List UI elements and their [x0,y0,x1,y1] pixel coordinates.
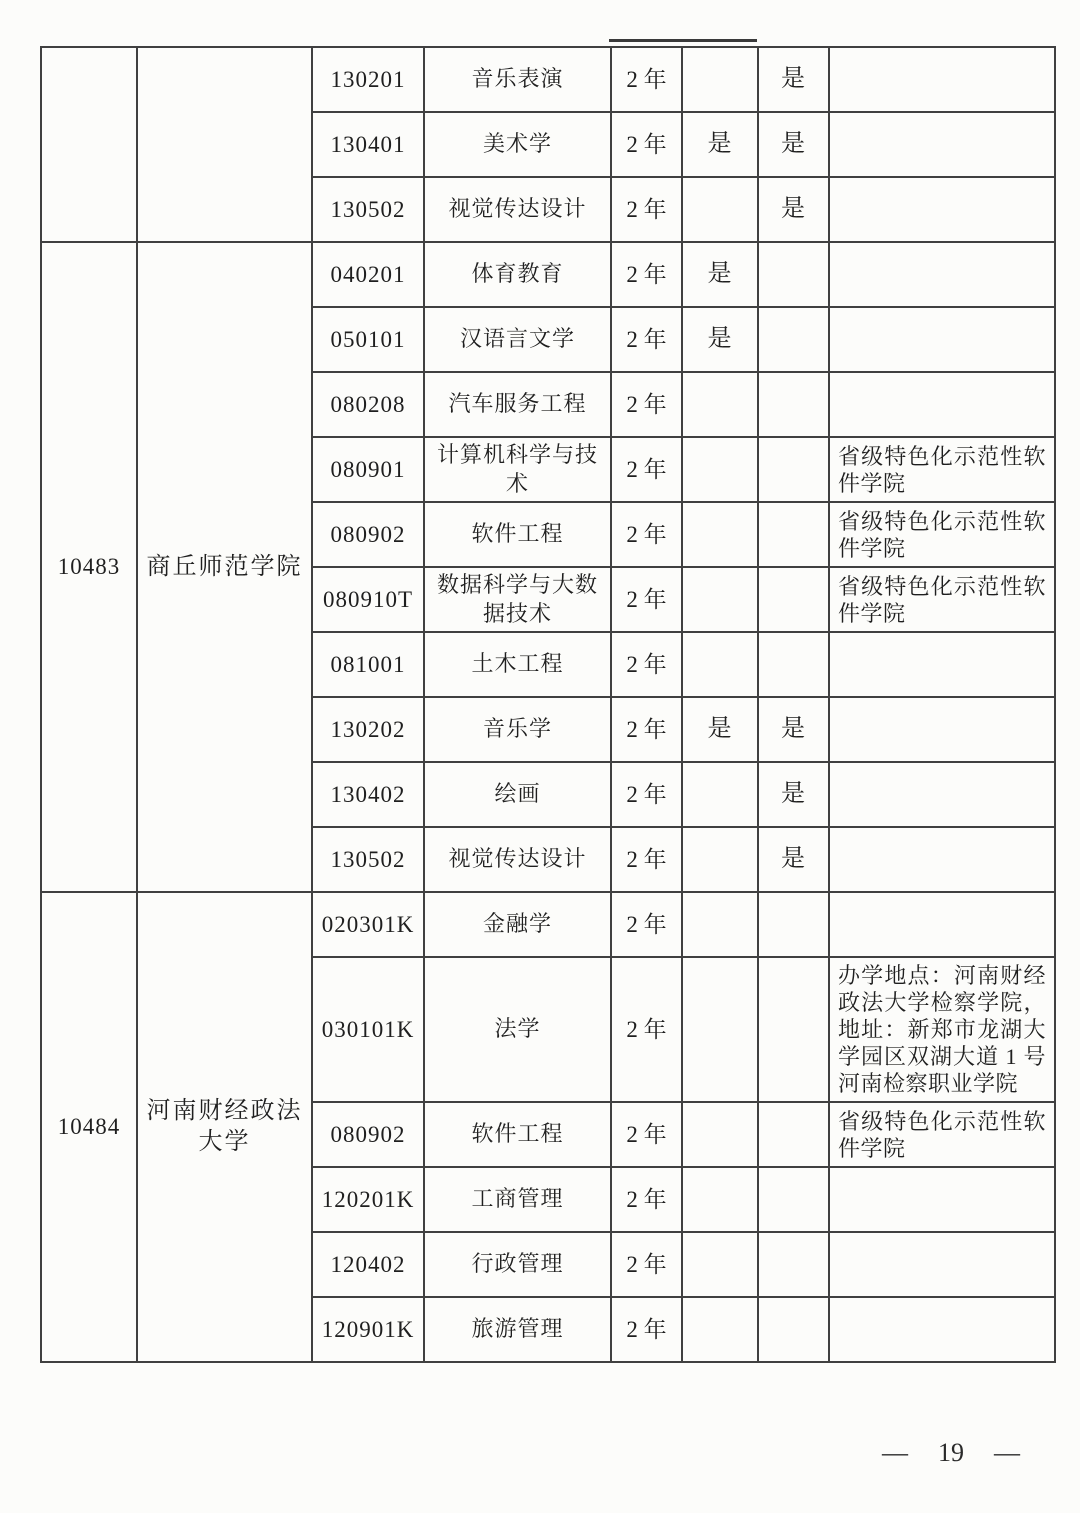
flag-column2-cell [758,957,829,1102]
remark-cell [829,1297,1055,1362]
remark-cell [829,1232,1055,1297]
remark-cell [829,1167,1055,1232]
major-name-cell: 视觉传达设计 [424,177,611,242]
major-code-cell: 020301K [312,892,424,957]
page-footer [882,1438,1020,1468]
major-name-cell: 计算机科学与技术 [424,437,611,502]
footer-right-dash: — [994,1438,1020,1467]
page-number: 19 [938,1438,964,1467]
flag-column2-cell [758,242,829,307]
flag-column2-cell: 是 [758,112,829,177]
remark-cell [829,892,1055,957]
flag-column1-cell [682,1232,758,1297]
duration-cell: 2 年 [611,567,682,632]
flag-column1-cell [682,1167,758,1232]
remark-cell: 省级特色化示范性软件学院 [829,502,1055,567]
major-name-cell: 工商管理 [424,1167,611,1232]
school-name-cell: 商丘师范学院 [137,242,312,892]
major-code-cell: 130502 [312,827,424,892]
flag-column1-cell: 是 [682,112,758,177]
flag-column1-cell [682,1102,758,1167]
flag-column2-cell [758,1167,829,1232]
major-name-cell: 汉语言文学 [424,307,611,372]
flag-column1-cell [682,437,758,502]
remark-cell: 省级特色化示范性软件学院 [829,1102,1055,1167]
duration-cell: 2 年 [611,502,682,567]
major-code-cell: 130402 [312,762,424,827]
flag-column2-cell: 是 [758,177,829,242]
duration-cell: 2 年 [611,632,682,697]
remark-cell [829,762,1055,827]
major-code-cell: 080910T [312,567,424,632]
duration-cell: 2 年 [611,697,682,762]
flag-column2-cell [758,892,829,957]
table-row [41,242,1055,307]
flag-column1-cell [682,502,758,567]
flag-column2-cell [758,437,829,502]
duration-cell: 2 年 [611,437,682,502]
flag-column1-cell: 是 [682,307,758,372]
duration-cell: 2 年 [611,1297,682,1362]
flag-column2-cell: 是 [758,762,829,827]
major-code-cell: 130401 [312,112,424,177]
school-code-cell: 10484 [41,892,137,1362]
remark-cell [829,112,1055,177]
previous-row-cut-line [609,39,757,42]
flag-column1-cell [682,567,758,632]
duration-cell: 2 年 [611,1102,682,1167]
duration-cell: 2 年 [611,892,682,957]
flag-column1-cell [682,632,758,697]
major-code-cell: 130201 [312,47,424,112]
major-name-cell: 音乐学 [424,697,611,762]
duration-cell: 2 年 [611,307,682,372]
major-code-cell: 120402 [312,1232,424,1297]
duration-cell: 2 年 [611,762,682,827]
major-code-cell: 030101K [312,957,424,1102]
flag-column2-cell [758,502,829,567]
major-name-cell: 软件工程 [424,502,611,567]
flag-column2-cell [758,372,829,437]
major-name-cell: 体育教育 [424,242,611,307]
flag-column1-cell [682,177,758,242]
major-name-cell: 软件工程 [424,1102,611,1167]
remark-cell: 办学地点：河南财经政法大学检察学院，地址：新郑市龙湖大学园区双湖大道 1 号河南检察职业学院 [829,957,1055,1102]
flag-column2-cell [758,1297,829,1362]
major-name-cell: 美术学 [424,112,611,177]
flag-column2-cell: 是 [758,827,829,892]
flag-column2-cell [758,1102,829,1167]
major-name-cell: 视觉传达设计 [424,827,611,892]
table-row [41,47,1055,112]
major-code-cell: 080902 [312,502,424,567]
flag-column1-cell: 是 [682,242,758,307]
duration-cell: 2 年 [611,112,682,177]
remark-cell [829,47,1055,112]
duration-cell: 2 年 [611,957,682,1102]
school-code-cell: 10483 [41,242,137,892]
flag-column1-cell: 是 [682,697,758,762]
flag-column2-cell [758,1232,829,1297]
school-name-cell [137,47,312,242]
major-name-cell: 旅游管理 [424,1297,611,1362]
major-name-cell: 音乐表演 [424,47,611,112]
major-name-cell: 行政管理 [424,1232,611,1297]
duration-cell: 2 年 [611,47,682,112]
major-code-cell: 130502 [312,177,424,242]
remark-cell [829,177,1055,242]
major-name-cell: 土木工程 [424,632,611,697]
school-name-cell: 河南财经政法大学 [137,892,312,1362]
duration-cell: 2 年 [611,372,682,437]
duration-cell: 2 年 [611,827,682,892]
footer-left-dash: — [882,1438,908,1467]
duration-cell: 2 年 [611,1232,682,1297]
remark-cell [829,697,1055,762]
flag-column2-cell [758,567,829,632]
majors-table-body [41,47,1055,1362]
remark-cell [829,307,1055,372]
major-code-cell: 050101 [312,307,424,372]
major-name-cell: 绘画 [424,762,611,827]
major-name-cell: 数据科学与大数据技术 [424,567,611,632]
duration-cell: 2 年 [611,1167,682,1232]
remark-cell [829,372,1055,437]
remark-cell: 省级特色化示范性软件学院 [829,437,1055,502]
flag-column2-cell [758,307,829,372]
duration-cell: 2 年 [611,177,682,242]
flag-column1-cell [682,47,758,112]
table-row [41,892,1055,957]
flag-column1-cell [682,957,758,1102]
remark-cell [829,242,1055,307]
major-name-cell: 法学 [424,957,611,1102]
major-code-cell: 080902 [312,1102,424,1167]
flag-column1-cell [682,827,758,892]
remark-cell: 省级特色化示范性软件学院 [829,567,1055,632]
major-code-cell: 081001 [312,632,424,697]
flag-column2-cell: 是 [758,697,829,762]
flag-column1-cell [682,372,758,437]
flag-column2-cell: 是 [758,47,829,112]
flag-column2-cell [758,632,829,697]
majors-table [40,46,1056,1363]
school-code-cell [41,47,137,242]
flag-column1-cell [682,1297,758,1362]
flag-column1-cell [682,762,758,827]
major-code-cell: 130202 [312,697,424,762]
major-code-cell: 040201 [312,242,424,307]
major-code-cell: 120201K [312,1167,424,1232]
major-code-cell: 120901K [312,1297,424,1362]
major-name-cell: 汽车服务工程 [424,372,611,437]
remark-cell [829,632,1055,697]
duration-cell: 2 年 [611,242,682,307]
remark-cell [829,827,1055,892]
flag-column1-cell [682,892,758,957]
major-code-cell: 080208 [312,372,424,437]
major-name-cell: 金融学 [424,892,611,957]
major-code-cell: 080901 [312,437,424,502]
